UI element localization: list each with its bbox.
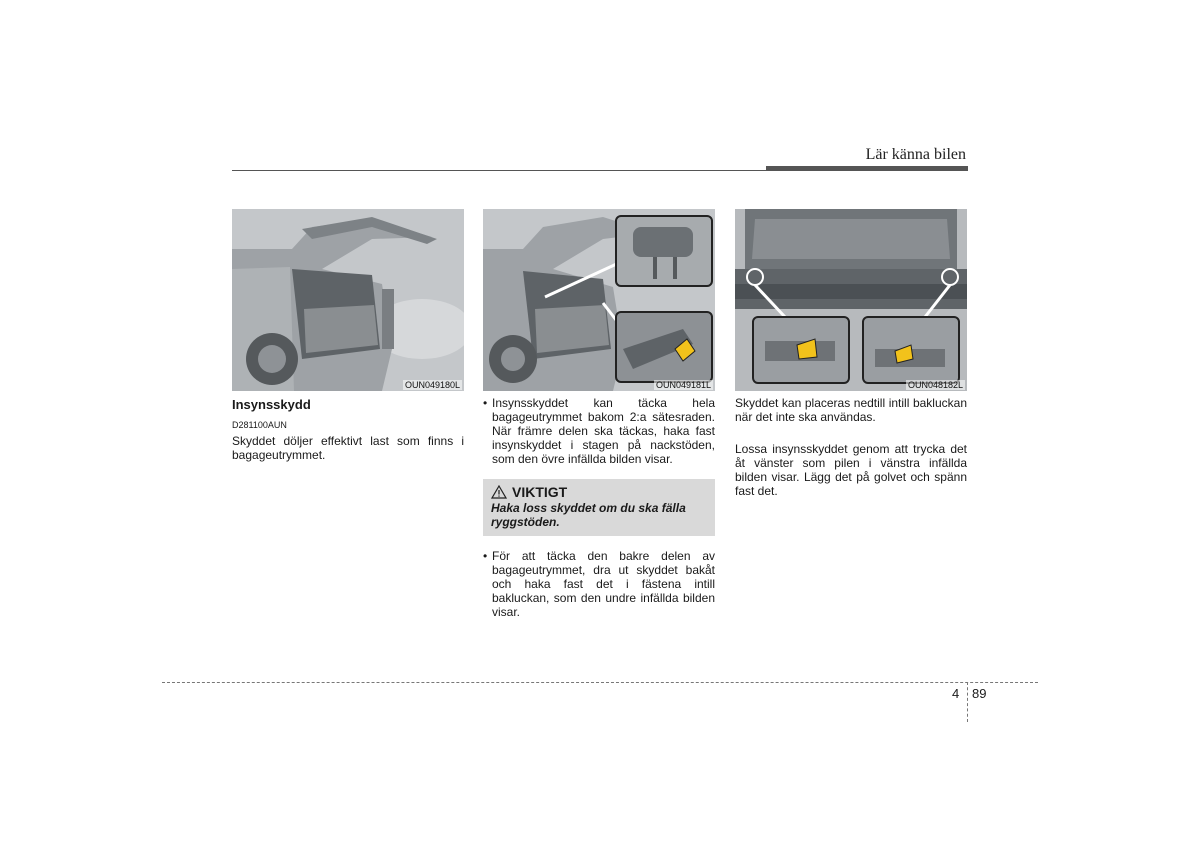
footer-divider: [967, 682, 968, 722]
bullet-item: [483, 549, 715, 619]
body-paragraph: Lossa insynsskyddet genom att trycka det åt vänster som pilen i vänstra infällda bilden visar. Lägg det på golvet och spänn fast det.: [735, 442, 967, 498]
warning-triangle-icon: [491, 485, 507, 499]
figure-cargo-cover-headrest: [483, 209, 715, 391]
figure-code: OUN048182L: [907, 380, 963, 390]
page-number: 89: [972, 686, 987, 701]
bullet-text: Insynsskyddet kan täcka hela bagageutrymmet bakom 2:a sätesraden. När främre delen ska täckas, haka fast insynskyddet i stagen på nackstöden, som den övre infällda bilden visar.: [492, 396, 715, 466]
column-2: [483, 396, 715, 619]
warning-box: [483, 479, 715, 536]
bullet-item: [483, 396, 715, 466]
warning-text: Haka loss skyddet om du ska fälla ryggstöden.: [491, 501, 686, 529]
column-3: [735, 396, 967, 498]
car-trunk-open-icon: [232, 209, 464, 391]
section-title: Insynsskydd: [232, 397, 311, 412]
chapter-number: 4: [952, 686, 960, 701]
figure-code: OUN049180L: [404, 380, 460, 390]
figure-cargo-floor-hooks: [735, 209, 967, 391]
page-header-title: Lär känna bilen: [865, 146, 966, 163]
bullet-text: För att täcka den bakre delen av bagageutrymmet, dra ut skyddet bakåt och haka fast det i fästena intill bakluckan, som den undre infällda bilden visar.: [492, 549, 715, 619]
figure-car-trunk-open: [232, 209, 464, 391]
warning-header: [491, 485, 707, 499]
cargo-floor-hooks-icon: [735, 209, 967, 391]
figure-code: OUN049181L: [655, 380, 711, 390]
warning-title: VIKTIGT: [512, 484, 568, 500]
column-1: [232, 396, 464, 462]
header-rule: [232, 170, 768, 171]
bullet-dot: •: [483, 396, 488, 410]
bullet-dot: •: [483, 549, 488, 563]
footer-rule: [162, 682, 1038, 683]
body-paragraph: Skyddet kan placeras nedtill intill bakluckan när det inte ska användas.: [735, 396, 967, 424]
cargo-cover-headrest-icon: [483, 209, 715, 391]
document-code: D281100AUN: [232, 420, 287, 430]
header-rule-accent: [766, 166, 968, 171]
body-paragraph: Skyddet döljer effektivt last som finns i bagageutrymmet.: [232, 434, 464, 462]
